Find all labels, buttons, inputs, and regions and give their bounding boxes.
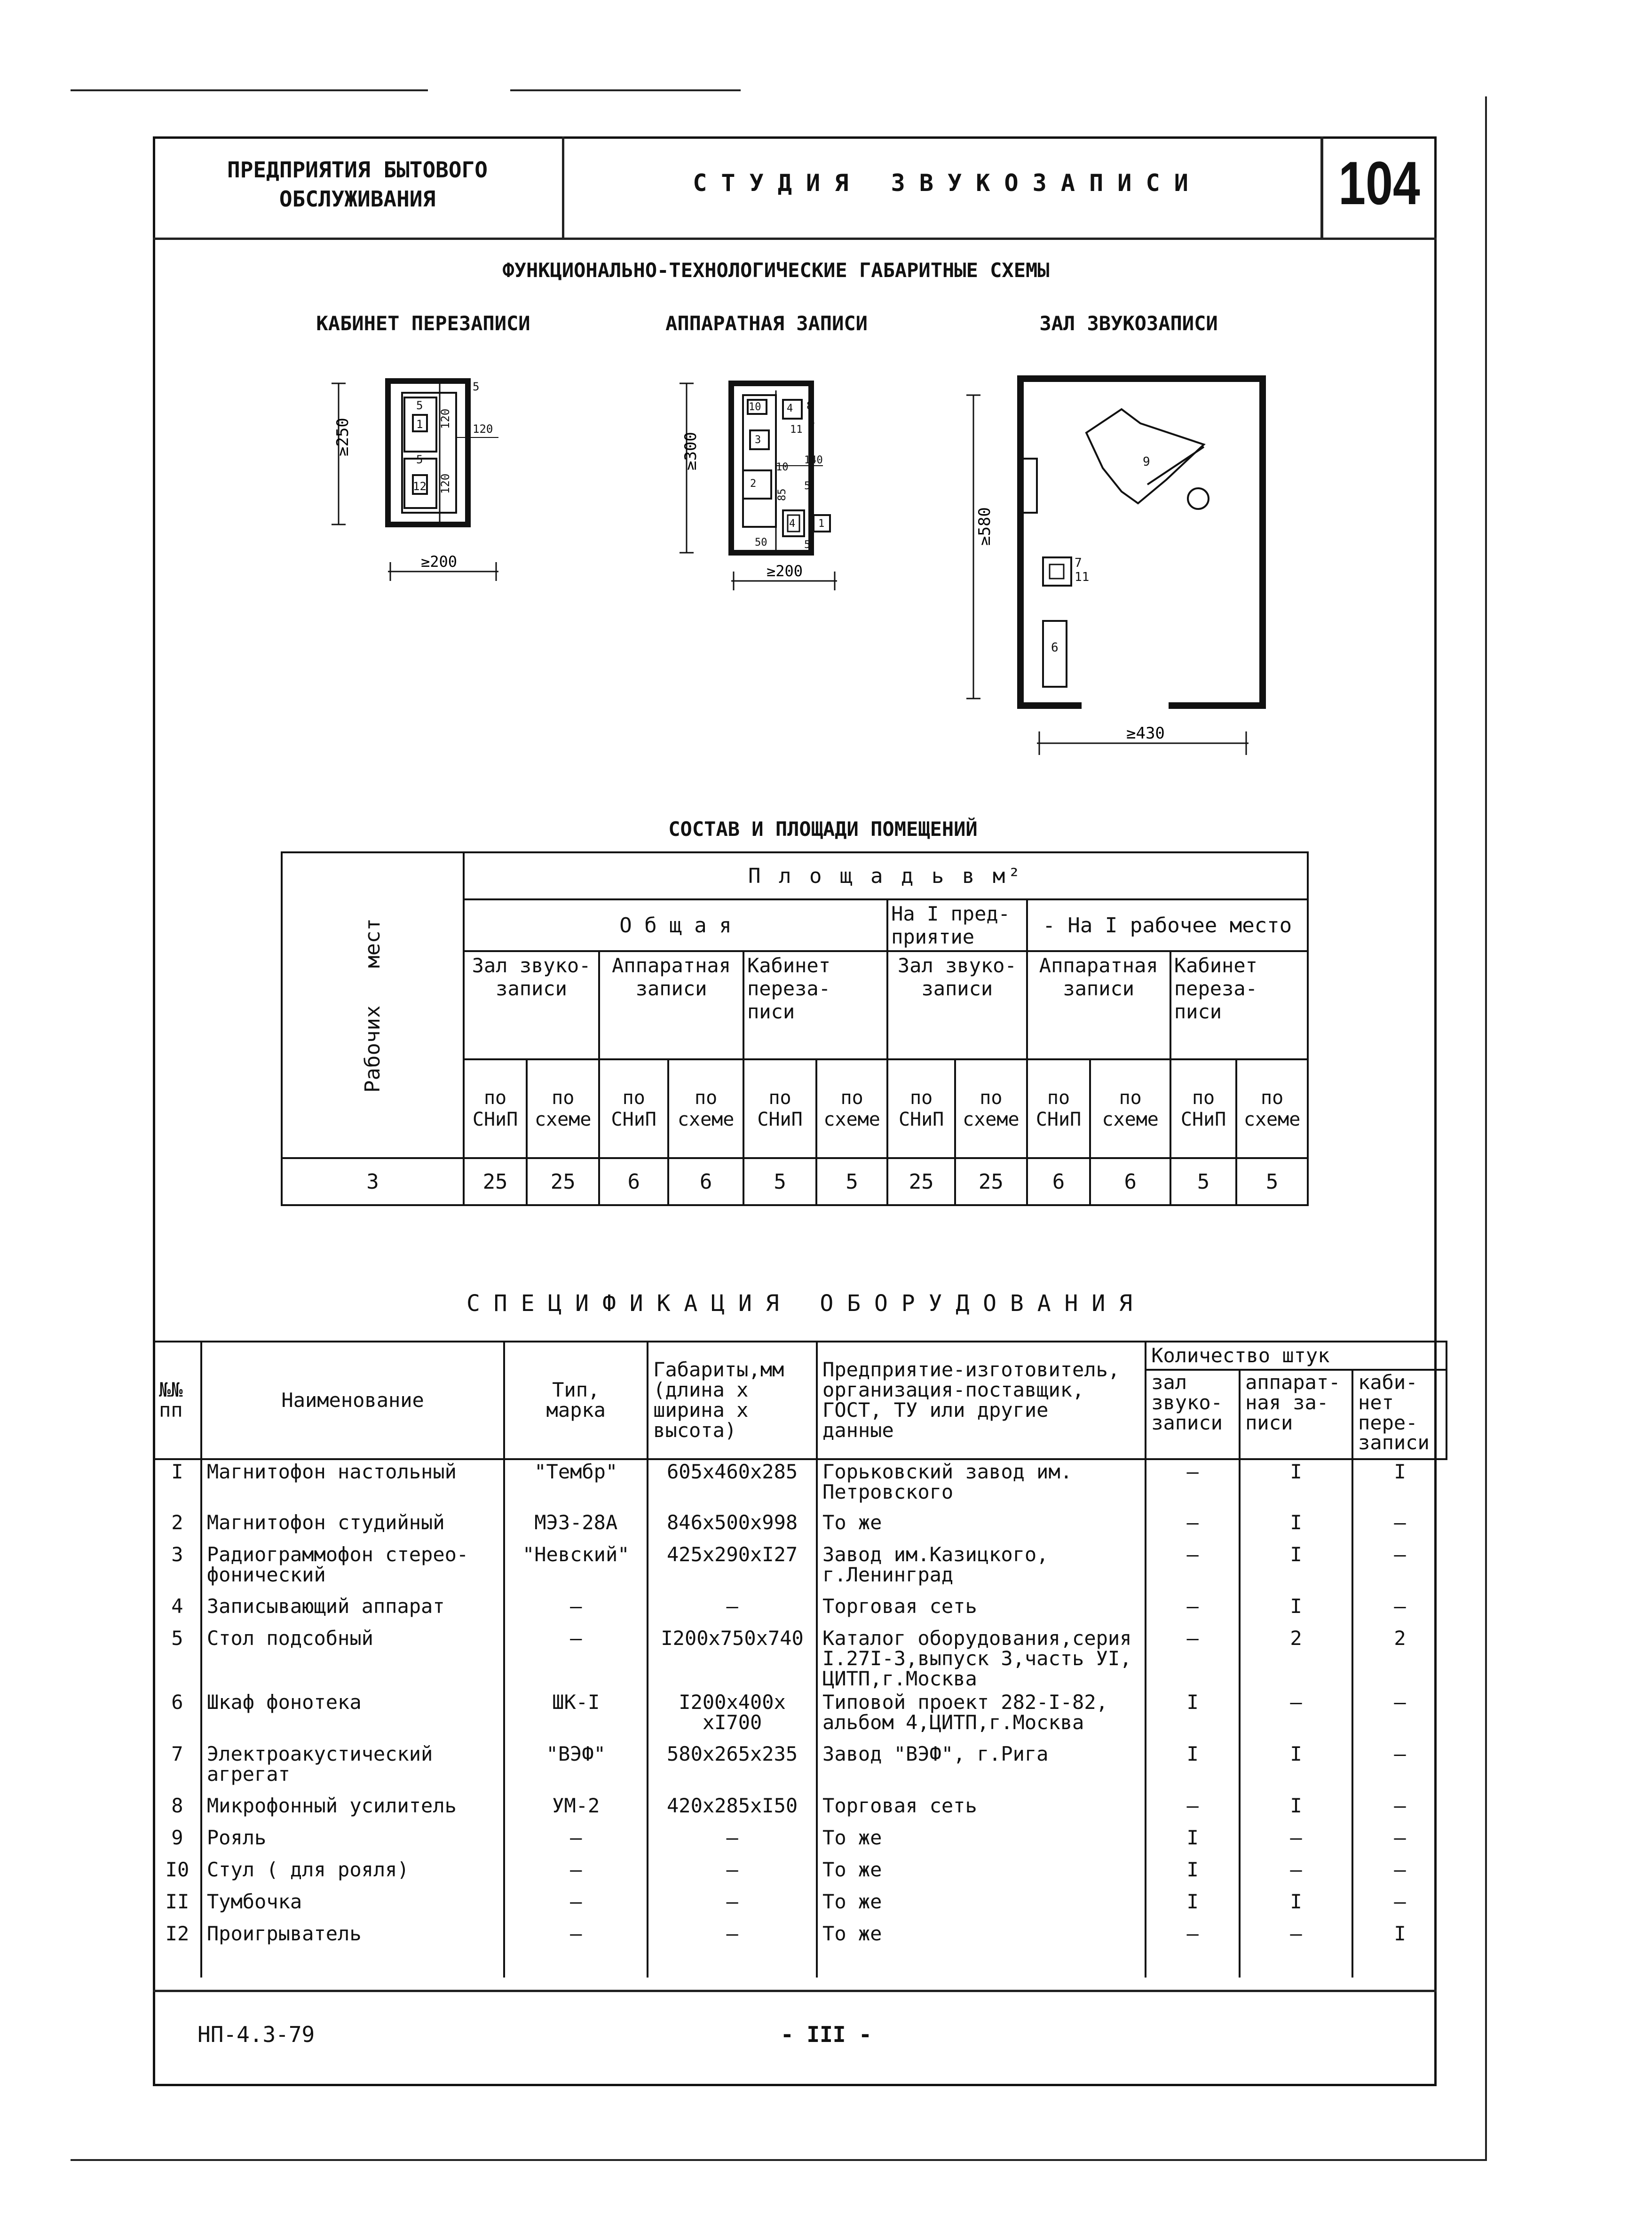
spec-cell-num: I (154, 1459, 201, 1511)
spec-cell-qty-hall: I (1146, 1742, 1240, 1794)
areas-value: 25 (464, 1158, 527, 1205)
spec-header-dims: Габариты,мм (длина х ширина х высота) (648, 1342, 817, 1459)
spec-cell-qty-cabinet: – (1394, 1511, 1406, 1534)
spec-cell-qty-cabinet: – (1394, 1742, 1406, 1766)
spec-cell-name: Магнитофон студийный (201, 1511, 504, 1543)
areas-value: 6 (668, 1158, 743, 1205)
areas-room-hall-2: Зал звуко- записи (887, 951, 1027, 1059)
spec-cell-type: – (504, 1890, 648, 1922)
scan-line-right (1485, 96, 1487, 2159)
spec-cell-qty-cabinet: 2 (1394, 1627, 1406, 1650)
spec-cell-dims: – (648, 1595, 817, 1627)
spec-row (154, 1595, 1446, 1627)
areas-title: СОСТАВ И ПЛОЩАДИ ПОМЕЩЕНИЙ (668, 818, 978, 841)
room1-title: КАБИНЕТ ПЕРЕЗАПИСИ (316, 312, 530, 335)
areas-table (281, 851, 1309, 1206)
areas-value: 6 (1090, 1158, 1170, 1205)
areas-sub-scheme: по схеме (1236, 1059, 1308, 1158)
spec-cell-dims: – (648, 1922, 817, 1954)
footer-rule (153, 1990, 1437, 1992)
spec-cell-qty-cabinet: I (1394, 1922, 1406, 1946)
spec-cell-maker: Каталог оборудования,серия I.27I-3,выпуск 3,часть УI, ЦИТП,г.Москва (817, 1627, 1146, 1691)
spec-cell-type: "Невский" (504, 1543, 648, 1595)
room2-label-4a: 4 (787, 403, 793, 414)
spec-cell-maker: Завод им.Казицкого, г.Ленинград (817, 1543, 1146, 1595)
spec-cell-maker: То же (817, 1890, 1146, 1922)
spec-cell-maker: То же (817, 1858, 1146, 1890)
spec-table (154, 1341, 1447, 1978)
spec-cell-name: Стул ( для рояля) (201, 1858, 504, 1890)
spec-cell-name: Радиограммофон стерео- фонический (201, 1543, 504, 1595)
room3-label-9: 9 (1143, 455, 1150, 469)
spec-cell-dims: 605x460x285 (648, 1459, 817, 1511)
spec-cell-num: I0 (154, 1858, 201, 1890)
scan-line-bottom (71, 2159, 1487, 2161)
areas-value: 6 (599, 1158, 668, 1205)
spec-cell-num: 5 (154, 1627, 201, 1691)
schemes-title: ФУНКЦИОНАЛЬНО-ТЕХНОЛОГИЧЕСКИЕ ГАБАРИТНЫЕ СХЕМЫ (502, 259, 1050, 282)
spec-header-type: Тип, марка (504, 1342, 648, 1459)
spec-cell-num: 7 (154, 1742, 201, 1794)
spec-cell-num: 2 (154, 1511, 201, 1543)
areas-value: 5 (743, 1158, 816, 1205)
spec-cell-name: Шкаф фонотека (201, 1691, 504, 1742)
spec-cell-maker: То же (817, 1922, 1146, 1954)
spec-header-num: №№ пп (154, 1342, 201, 1459)
spec-cell-qty-cabinet: – (1394, 1794, 1406, 1818)
spec-cell-dims: – (648, 1890, 817, 1922)
spec-row (154, 1511, 1446, 1543)
spec-cell-qty-hall: – (1146, 1543, 1240, 1595)
room2-height-dim: ≥300 (681, 432, 700, 470)
room3-label-6: 6 (1051, 641, 1059, 655)
spec-cell-qty-control: – (1240, 1826, 1352, 1858)
spec-row (154, 1691, 1446, 1742)
header-org: ПРЕДПРИЯТИЯ БЫТОВОГО ОБСЛУЖИВАНИЯ (227, 157, 488, 212)
areas-room-cabinet: Кабинет переза- писи (743, 951, 887, 1059)
areas-sub-snip: по СНиП (887, 1059, 955, 1158)
room1-label-120c: 120 (439, 473, 452, 494)
header-divider-2 (1320, 136, 1323, 238)
room2-label-1: 1 (818, 518, 825, 530)
spec-cell-maker: Горьковский завод им. Петровского (817, 1459, 1146, 1511)
spec-cell-qty-control: – (1240, 1922, 1352, 1954)
areas-sub-scheme: по схеме (1090, 1059, 1170, 1158)
areas-sub-snip: по СНиП (464, 1059, 527, 1158)
spec-cell-qty-control: I (1240, 1543, 1352, 1595)
areas-total-header: О б щ а я (464, 899, 887, 951)
spec-cell-type: – (504, 1922, 648, 1954)
room1-label-5b: 5 (416, 453, 423, 466)
spec-cell-name: Рояль (201, 1826, 504, 1858)
spec-header-name: Наименование (201, 1342, 504, 1459)
room2-label-5b: 5 (804, 539, 811, 551)
spec-cell-dims: 420x285xI50 (648, 1794, 817, 1826)
room2-title: АППАРАТНАЯ ЗАПИСИ (665, 312, 868, 335)
footer-code: НП-4.3-79 (198, 2022, 315, 2047)
room2-label-10b: 10 (776, 461, 789, 473)
room1-label-120b: 120 (473, 422, 493, 436)
spec-header-qty-hall: зал звуко- записи (1146, 1370, 1240, 1459)
spec-cell-num: 8 (154, 1794, 201, 1826)
room2-label-7: 7 (809, 421, 815, 433)
areas-workplaces-label: Рабочих мест (360, 918, 385, 1093)
spec-header-qty-control: аппарат- ная за- писи (1240, 1370, 1352, 1459)
spec-cell-type: – (504, 1595, 648, 1627)
areas-room-cabinet-2: Кабинет переза- писи (1170, 951, 1308, 1059)
spec-cell-name: Микрофонный усилитель (201, 1794, 504, 1826)
spec-cell-maker: Завод "ВЭФ", г.Рига (817, 1742, 1146, 1794)
footer-page: - III - (781, 2022, 872, 2047)
areas-enterprise-header: На I пред- приятие (887, 899, 1027, 951)
room1-label-1: 1 (416, 418, 423, 431)
spec-header-maker: Предприятие-изготовитель, организация-поставщик, ГОСТ, ТУ или другие данные (817, 1342, 1146, 1459)
spec-cell-qty-cabinet: – (1394, 1826, 1406, 1850)
areas-workplaces-value: 3 (282, 1158, 464, 1205)
spec-row (154, 1858, 1446, 1890)
room2-label-2: 2 (750, 478, 757, 490)
spec-cell-qty-hall: – (1146, 1794, 1240, 1826)
spec-cell-name: Магнитофон настольный (201, 1459, 504, 1511)
spec-cell-dims: I200x750x740 (648, 1627, 817, 1691)
spec-cell-qty-cabinet: – (1394, 1543, 1406, 1566)
spec-cell-name: Электроакустический агрегат (201, 1742, 504, 1794)
room2-label-11: 11 (790, 424, 803, 436)
spec-cell-type: – (504, 1826, 648, 1858)
areas-sub-scheme: по схеме (668, 1059, 743, 1158)
spec-cell-type: МЭЗ-28А (504, 1511, 648, 1543)
spec-cell-qty-cabinet: I (1394, 1460, 1406, 1483)
room2-label-5a: 5 (804, 480, 811, 492)
spec-cell-name: Проигрыватель (201, 1922, 504, 1954)
room2-width-dim: ≥200 (767, 562, 803, 580)
room3-label-11: 11 (1075, 570, 1090, 584)
areas-value: 25 (527, 1158, 599, 1205)
areas-value: 5 (1170, 1158, 1236, 1205)
spec-row (154, 1826, 1446, 1858)
spec-cell-qty-cabinet: – (1394, 1691, 1406, 1714)
room3-plan (959, 367, 1279, 762)
areas-sub-scheme: по схеме (816, 1059, 887, 1158)
spec-cell-type: "ВЭФ" (504, 1742, 648, 1794)
spec-header-qty-cabinet: каби- нет пере- записи (1352, 1370, 1446, 1459)
room2-label-10a: 10 (749, 401, 761, 413)
spec-cell-num: II (154, 1890, 201, 1922)
spec-cell-name: Записывающий аппарат (201, 1595, 504, 1627)
header-title: С Т У Д И Я З В У К О З А П И С И (693, 169, 1188, 197)
spec-row (154, 1543, 1446, 1595)
spec-cell-maker: Торговая сеть (817, 1794, 1146, 1826)
spec-cell-qty-hall: – (1146, 1922, 1240, 1954)
spec-header-qty: Количество штук (1146, 1342, 1446, 1370)
spec-cell-qty-control: – (1240, 1691, 1352, 1742)
spec-cell-qty-hall: I (1146, 1826, 1240, 1858)
room1-label-12: 12 (413, 480, 427, 493)
spec-row (154, 1459, 1446, 1511)
spec-cell-maker: Типовой проект 282-I-82, альбом 4,ЦИТП,г.Москва (817, 1691, 1146, 1742)
header-bottom-rule (153, 238, 1437, 240)
areas-value: 5 (1236, 1158, 1308, 1205)
room2-label-3: 3 (755, 434, 761, 446)
areas-workplaces-header (282, 852, 464, 1158)
areas-room-control: Аппаратная записи (599, 951, 743, 1059)
spec-title: С П Е Ц И Ф И К А Ц И Я О Б О Р У Д О В А Н И Я (466, 1290, 1133, 1317)
spec-cell-qty-control: I (1240, 1459, 1352, 1511)
room2-label-50: 50 (755, 537, 767, 548)
spec-row (154, 1742, 1446, 1794)
spec-cell-qty-hall: I (1146, 1890, 1240, 1922)
spec-cell-maker: То же (817, 1511, 1146, 1543)
spec-cell-name: Стол подсобный (201, 1627, 504, 1691)
areas-workplace-header: - На I рабочее место (1027, 899, 1308, 951)
scan-line-top-left (71, 89, 428, 91)
spec-cell-num: 3 (154, 1543, 201, 1595)
spec-body (154, 1459, 1446, 1954)
spec-cell-qty-control: I (1240, 1794, 1352, 1826)
room1-label-120a: 120 (439, 408, 452, 429)
spec-cell-dims: 846x500x998 (648, 1511, 817, 1543)
spec-cell-qty-hall: – (1146, 1595, 1240, 1627)
areas-sub-scheme: по схеме (955, 1059, 1027, 1158)
areas-sub-snip: по СНиП (599, 1059, 668, 1158)
spec-cell-type: – (504, 1858, 648, 1890)
areas-value: 5 (816, 1158, 887, 1205)
room1-height-dim: ≥250 (333, 418, 352, 456)
spec-cell-name: Тумбочка (201, 1890, 504, 1922)
spec-cell-qty-hall: I (1146, 1858, 1240, 1890)
scan-line-top-right (510, 89, 741, 91)
areas-value: 6 (1027, 1158, 1091, 1205)
spec-cell-qty-control: I (1240, 1511, 1352, 1543)
room1-width-dim: ≥200 (421, 553, 458, 571)
spec-cell-dims: 425x290xI27 (648, 1543, 817, 1595)
spec-cell-num: 9 (154, 1826, 201, 1858)
spec-row (154, 1922, 1446, 1954)
areas-value: 25 (955, 1158, 1027, 1205)
areas-area-header: П л о щ а д ь в м² (464, 852, 1308, 899)
spec-cell-qty-cabinet: – (1394, 1890, 1406, 1914)
spec-cell-maker: Торговая сеть (817, 1595, 1146, 1627)
room3-height-dim: ≥580 (975, 507, 994, 546)
room1-label-5c: 5 (473, 380, 480, 393)
room2-label-8: 8 (806, 400, 813, 412)
areas-value: 25 (887, 1158, 955, 1205)
areas-sub-snip: по СНиП (743, 1059, 816, 1158)
spec-cell-qty-hall: – (1146, 1627, 1240, 1691)
spec-cell-dims: 580x265x235 (648, 1742, 817, 1794)
spec-cell-dims: – (648, 1858, 817, 1890)
room3-label-7: 7 (1075, 556, 1082, 570)
spec-cell-qty-control: 2 (1240, 1627, 1352, 1691)
spec-cell-qty-control: I (1240, 1595, 1352, 1627)
spec-cell-num: 4 (154, 1595, 201, 1627)
spec-row (154, 1794, 1446, 1826)
spec-cell-qty-control: – (1240, 1858, 1352, 1890)
room1-label-5a: 5 (416, 399, 423, 412)
page-number-badge: 104 (1338, 149, 1420, 217)
spec-cell-qty-hall: – (1146, 1459, 1240, 1511)
areas-sub-scheme: по схеме (527, 1059, 599, 1158)
spec-cell-qty-control: I (1240, 1742, 1352, 1794)
spec-cell-num: 6 (154, 1691, 201, 1742)
areas-room-hall: Зал звуко- записи (464, 951, 599, 1059)
spec-cell-dims: – (648, 1826, 817, 1858)
room3-width-dim: ≥430 (1126, 724, 1165, 743)
room2-plan (663, 372, 861, 607)
spec-cell-type: УМ-2 (504, 1794, 648, 1826)
room2-label-140: 140 (804, 454, 823, 466)
areas-sub-snip: по СНиП (1027, 1059, 1091, 1158)
spec-cell-dims: I200x400x xI700 (648, 1691, 817, 1742)
spec-cell-type: – (504, 1627, 648, 1691)
spec-cell-type: "Тембр" (504, 1459, 648, 1511)
spec-cell-qty-hall: I (1146, 1691, 1240, 1742)
spec-cell-qty-cabinet: – (1394, 1858, 1406, 1882)
room3-title: ЗАЛ ЗВУКОЗАПИСИ (1039, 312, 1218, 335)
areas-sub-snip: по СНиП (1170, 1059, 1236, 1158)
room1-plan (320, 362, 527, 597)
spec-cell-qty-hall: – (1146, 1511, 1240, 1543)
spec-cell-qty-cabinet: – (1394, 1595, 1406, 1618)
spec-cell-type: ШК-I (504, 1691, 648, 1742)
room2-label-4b: 4 (789, 518, 796, 530)
spec-cell-num: I2 (154, 1922, 201, 1954)
spec-row (154, 1890, 1446, 1922)
spec-cell-maker: То же (817, 1826, 1146, 1858)
spec-row (154, 1627, 1446, 1691)
room2-label-85: 85 (776, 488, 788, 501)
spec-cell-qty-control: I (1240, 1890, 1352, 1922)
areas-room-control-2: Аппаратная записи (1027, 951, 1170, 1059)
